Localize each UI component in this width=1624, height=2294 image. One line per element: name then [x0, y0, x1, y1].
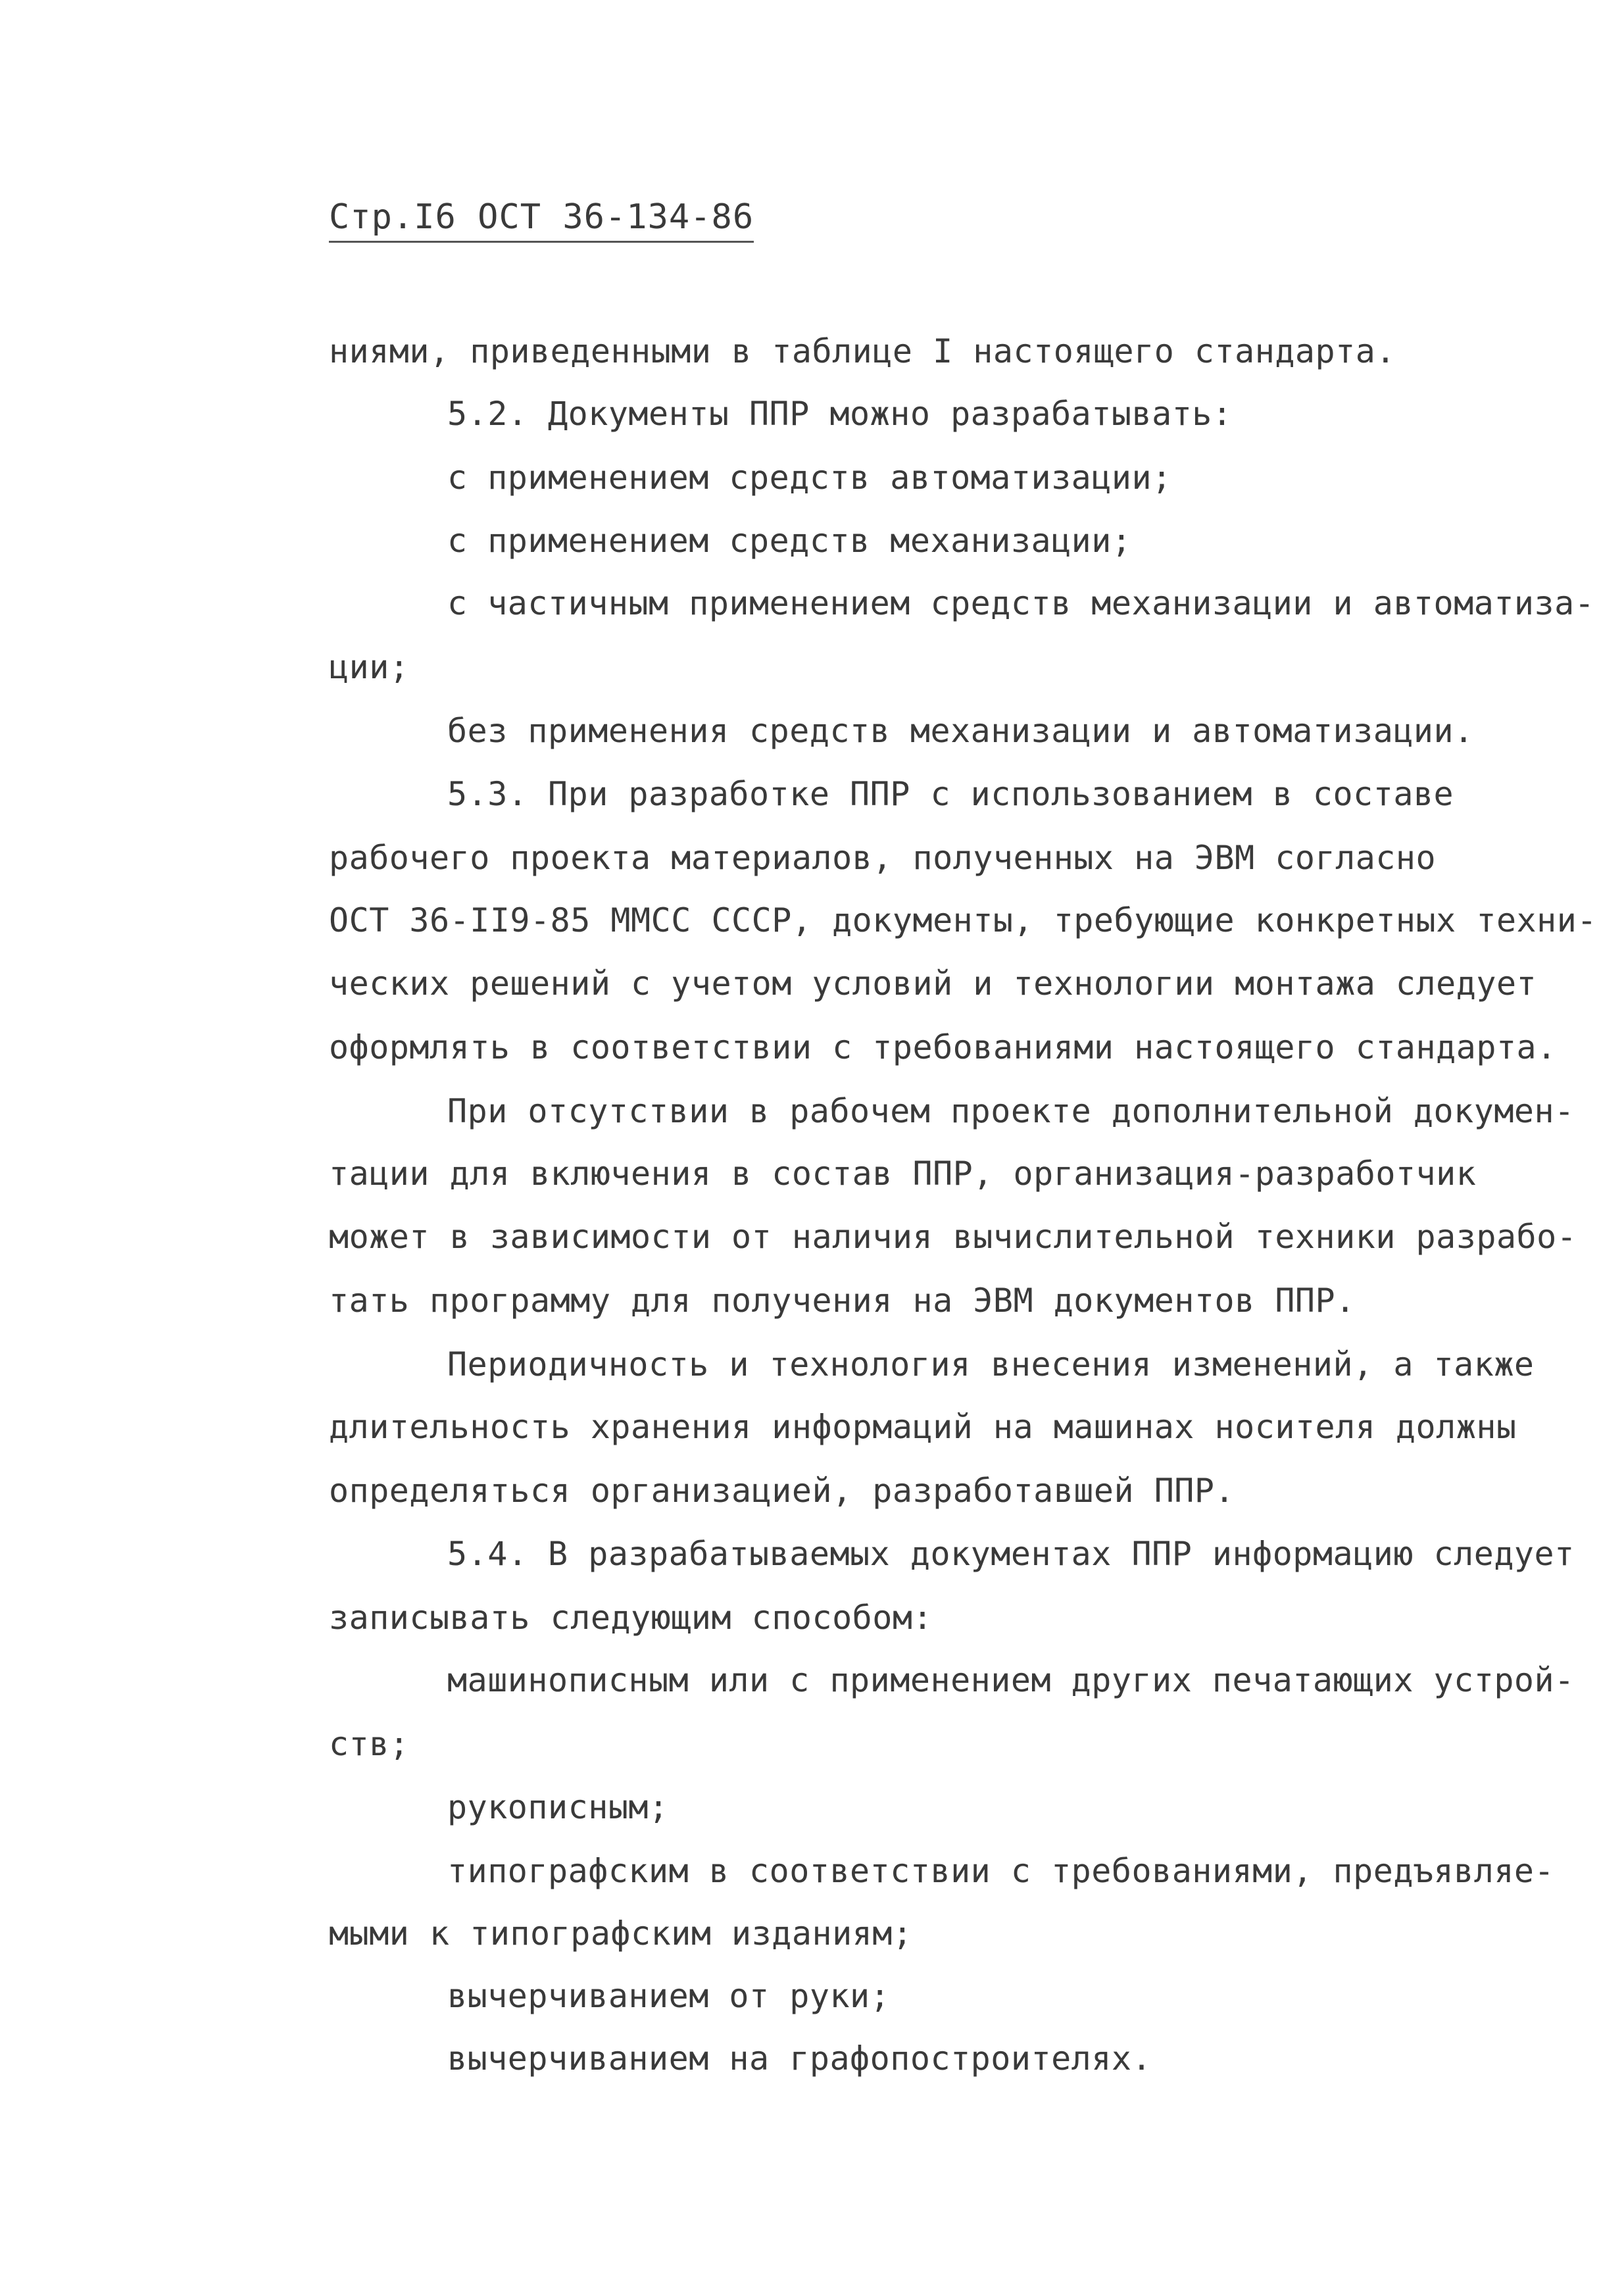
text-line: 5.2. Документы ППР можно разрабатывать:: [447, 395, 1233, 433]
text-line: При отсутствии в рабочем проекте дополнительной докумен-: [447, 1092, 1575, 1130]
text-line: длительность хранения информаций на машинах носителя должны: [329, 1408, 1517, 1446]
text-line: рукописным;: [447, 1788, 669, 1826]
text-line: ции;: [329, 648, 410, 686]
text-line: машинописным или с применением других печатающих устрой-: [447, 1661, 1575, 1699]
text-line: записывать следующим способом:: [329, 1599, 933, 1637]
text-line: типографским в соответствии с требованиями, предъявляе-: [447, 1852, 1555, 1890]
text-line: ниями, приведенными в таблице I настоящего стандарта.: [329, 332, 1396, 370]
text-line: вычерчиванием от руки;: [447, 1977, 891, 2015]
text-line: ств;: [329, 1725, 410, 1763]
text-line: 5.3. При разработке ППР с использованием в составе: [447, 775, 1454, 813]
text-line: с частичным применением средств механизации и автоматиза-: [447, 584, 1595, 622]
page-header: Стр.I6 ОСТ 36-134-86: [329, 197, 754, 243]
text-line: с применением средств автоматизации;: [447, 459, 1172, 497]
text-line: Периодичность и технология внесения изменений, а также: [447, 1345, 1535, 1384]
text-line: с применением средств механизации;: [447, 522, 1132, 560]
text-line: без применения средств механизации и автоматизации.: [447, 712, 1474, 750]
text-line: может в зависимости от наличия вычислительной техники разрабо-: [329, 1218, 1577, 1256]
text-line: определяться организацией, разработавшей ППР.: [329, 1472, 1235, 1510]
text-line: рабочего проекта материалов, полученных на ЭВМ согласно: [329, 839, 1437, 877]
text-line: ОСТ 36-II9-85 ММСС СССР, документы, требующие конкретных техни-: [329, 901, 1597, 939]
text-line: тать программу для получения на ЭВМ документов ППР.: [329, 1282, 1356, 1320]
text-line: оформлять в соответствии с требованиями настоящего стандарта.: [329, 1028, 1557, 1066]
text-line: вычерчиванием на графопостроителях.: [447, 2039, 1152, 2078]
text-line: 5.4. В разрабатываемых документах ППР информацию следует: [447, 1535, 1575, 1573]
text-line: тации для включения в состав ППР, организация-разработчик: [329, 1155, 1477, 1193]
text-line: ческих решений с учетом условий и технологии монтажа следует: [329, 964, 1537, 1003]
text-line: мыми к типографским изданиям;: [329, 1914, 913, 1953]
